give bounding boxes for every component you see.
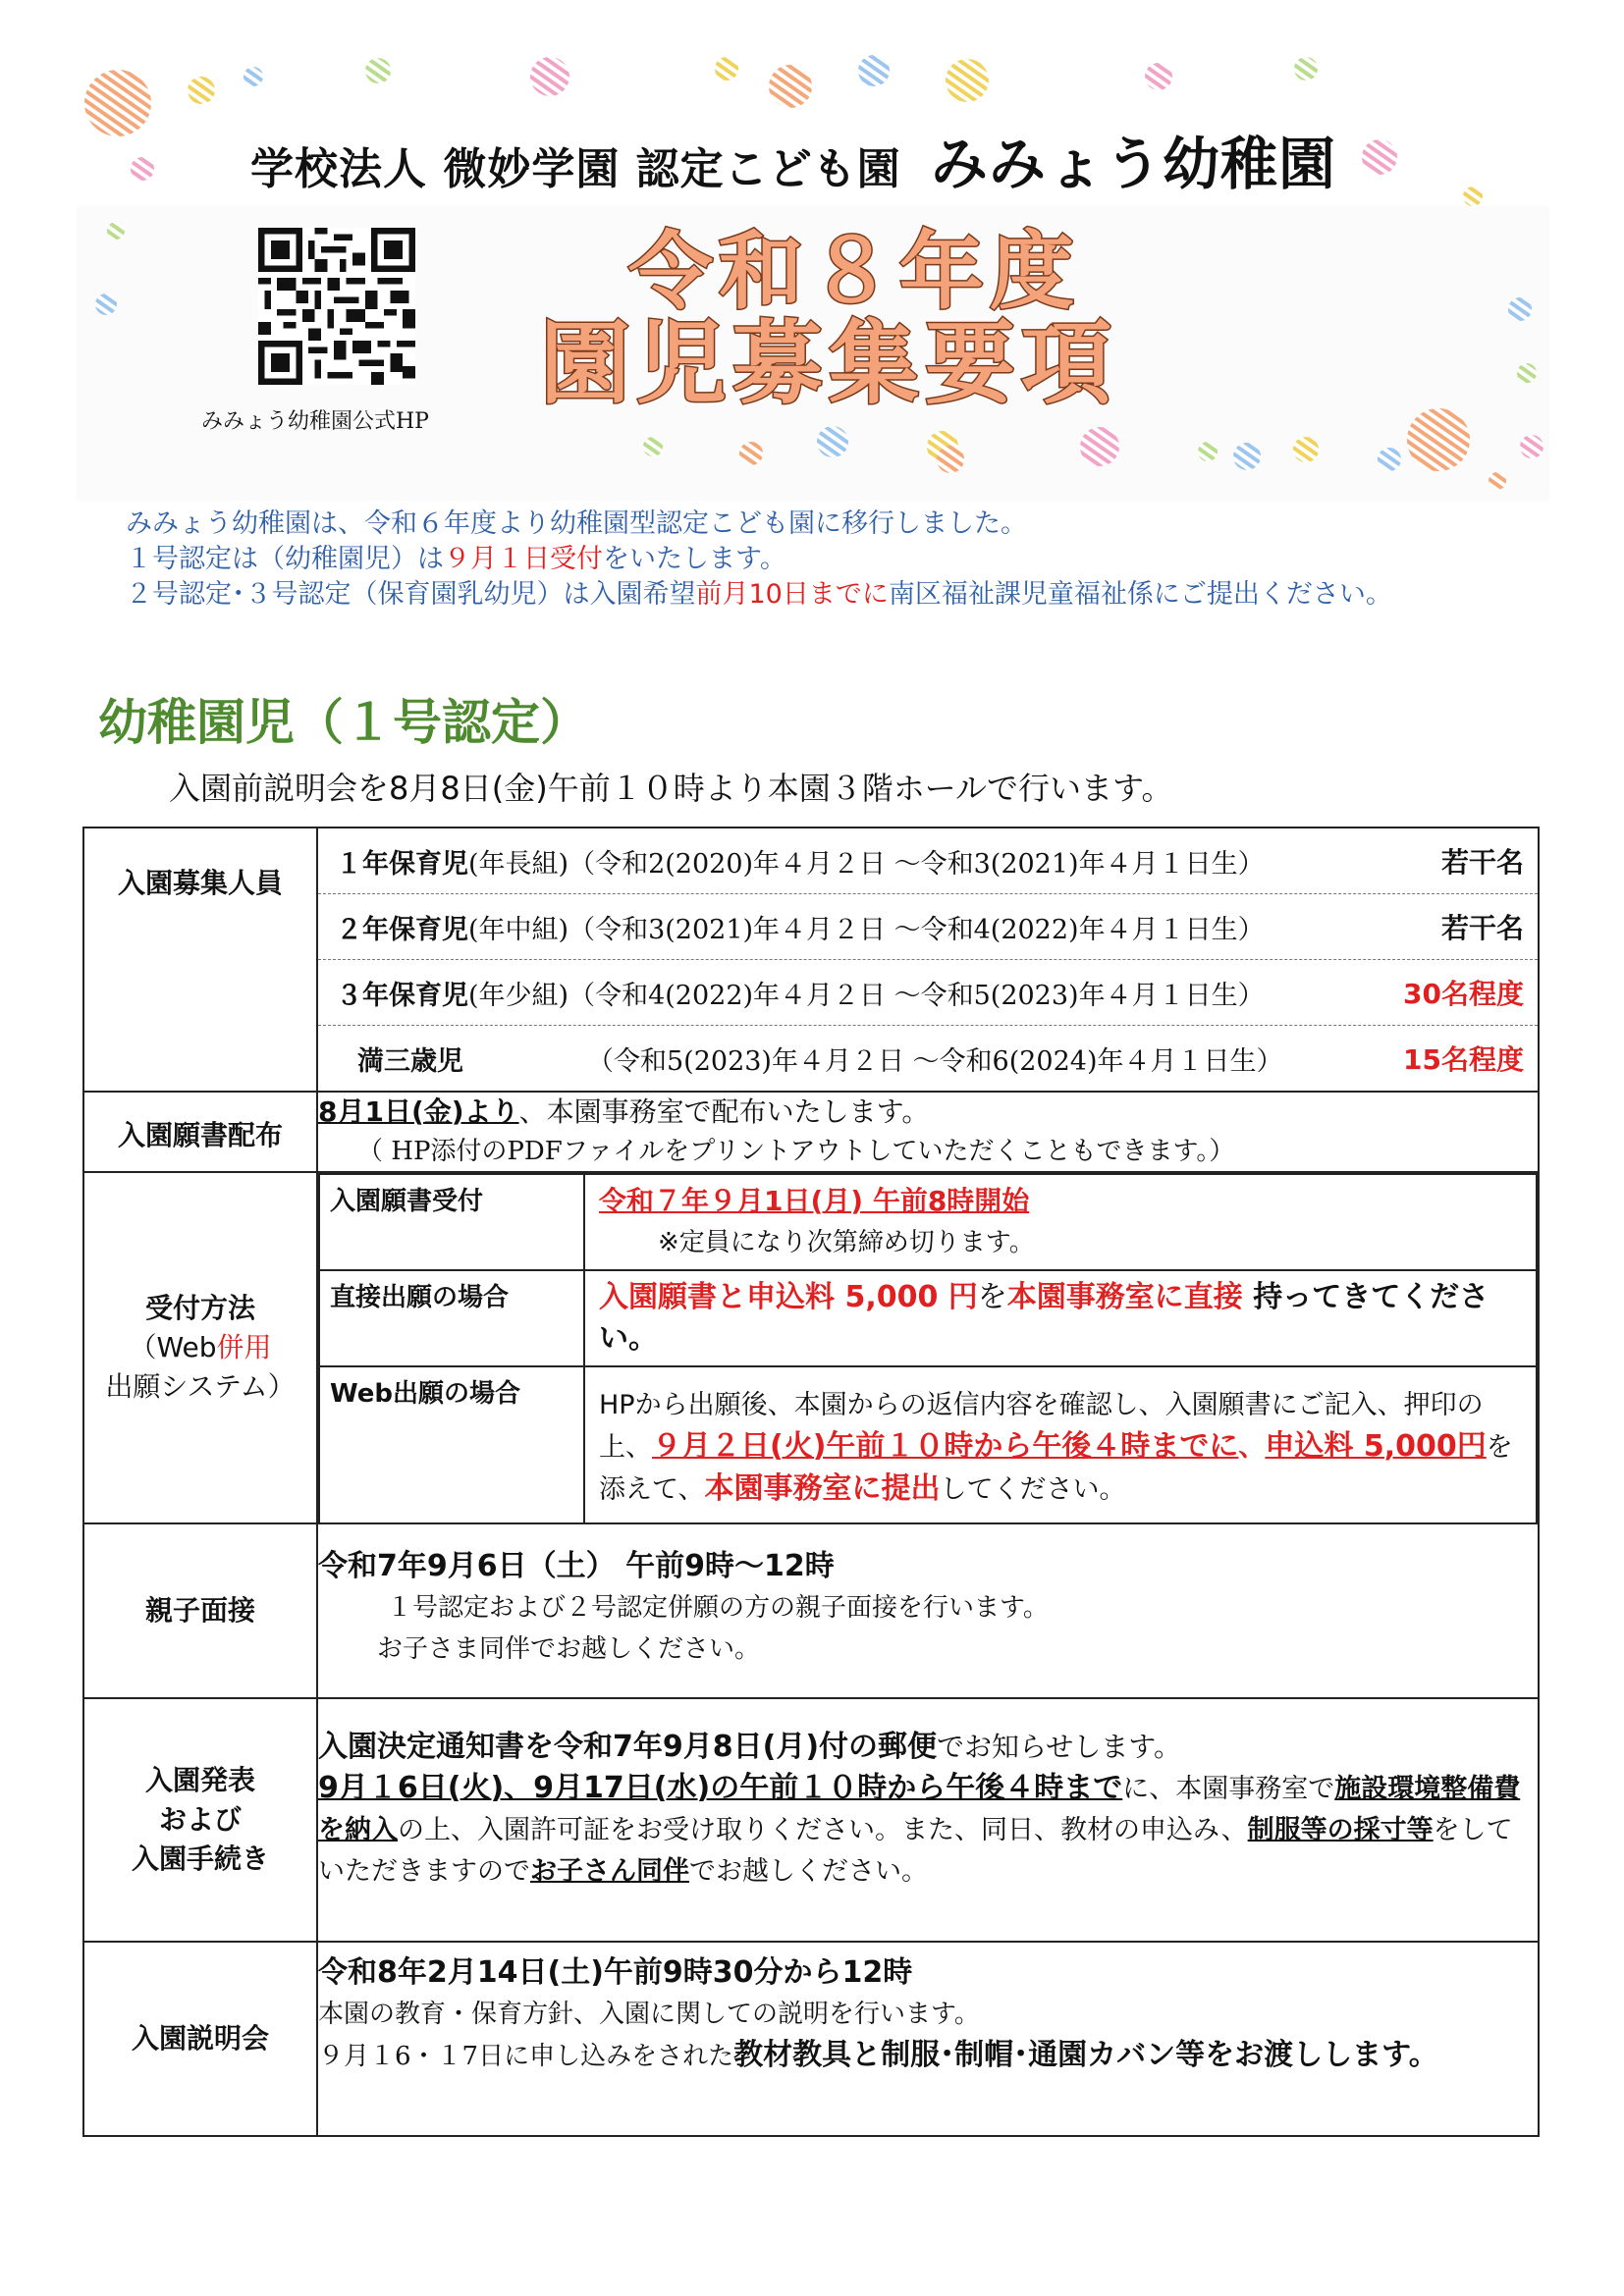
announcement-label-1: 入園発表 bbox=[144, 1764, 255, 1796]
recruit-count: 若干名 bbox=[1440, 846, 1524, 879]
reception-label-1: 受付方法 bbox=[144, 1292, 255, 1324]
reception-inner-table bbox=[318, 1173, 1538, 1522]
distribution-note: （ HP添付のPDFファイルをプリントアウトしていただくこともできます。） bbox=[357, 1137, 1235, 1166]
recruit-name: ３年保育児 bbox=[336, 980, 468, 1011]
accept-value-cell bbox=[584, 1174, 1537, 1270]
intro-line-3-red: 前月10日までに bbox=[695, 579, 889, 610]
direct-key: 直接出願の場合 bbox=[319, 1270, 584, 1366]
recruit-dates: （令和4(2022)年４月２日 ～令和5(2023)年４月１日生） bbox=[568, 980, 1265, 1011]
announcement-p2-a: に、本園事務室で bbox=[1122, 1774, 1335, 1804]
announcement-label-3: 入園手続き bbox=[131, 1842, 269, 1875]
intro-line-2 bbox=[126, 542, 1392, 577]
school-line: 学校法人 微妙学園 認定こども園 bbox=[250, 144, 901, 194]
recruit-name: １年保育児 bbox=[336, 848, 468, 880]
recruit-row bbox=[318, 1026, 1538, 1091]
announcement-p2-b: の上、入園許可証をお受け取りください。また、同日、教材の申込み、 bbox=[398, 1815, 1248, 1845]
direct-red-1: 入園願書と申込料 5,000 円 bbox=[599, 1280, 978, 1314]
title-line-1: 令和８年度 bbox=[628, 223, 1080, 321]
school-header bbox=[250, 118, 1336, 200]
recruitment-table bbox=[82, 827, 1540, 2137]
qr-code-icon[interactable] bbox=[258, 228, 415, 385]
announcement-p2-bold: 9月１6日(火)、9月17日(水)の午前１０時から午後４時まで bbox=[318, 1771, 1123, 1805]
web-text-3: してください。 bbox=[940, 1474, 1126, 1505]
school-name: みみょう幼稚園 bbox=[930, 131, 1336, 197]
announcement-p2-c: をしていただきますので bbox=[318, 1815, 1513, 1887]
direct-end: 持ってきてください。 bbox=[599, 1280, 1489, 1356]
intro-line-3-b: 南区福祉課児童福祉係にご提出ください。 bbox=[888, 579, 1392, 610]
recruit-group: (年長組) bbox=[468, 848, 569, 880]
intro-line-2-b: をいたします。 bbox=[603, 544, 786, 574]
label-recruit: 入園募集人員 bbox=[83, 828, 317, 1092]
intro-line-1: みみょう幼稚園は、令和６年度より幼稚園型認定こども園に移行しました。 bbox=[126, 508, 1027, 539]
direct-mid: を bbox=[977, 1280, 1007, 1314]
accept-key: 入園願書受付 bbox=[319, 1174, 584, 1270]
intro-line-3-a: ２号認定･３号認定（保育園乳幼児）は入園希望 bbox=[126, 579, 696, 610]
announcement-p2-d: でお越しください。 bbox=[689, 1856, 928, 1887]
reception-label-2: （Web bbox=[129, 1331, 217, 1363]
web-red-3: 本園事務室に提出 bbox=[704, 1471, 941, 1506]
label-announcement bbox=[83, 1698, 317, 1942]
briefing-line-2-bold: 教材教具と制服･制帽･通園カバン等をお渡しします。 bbox=[733, 2038, 1438, 2072]
row-announcement bbox=[83, 1698, 1539, 1942]
recruit-group: (年中組) bbox=[468, 914, 569, 945]
announcement-p2-bold-4: お子さん同伴 bbox=[530, 1856, 689, 1887]
direct-value-cell bbox=[584, 1270, 1537, 1366]
web-red-1: ９月２日(火)午前１０時から午後４時までに bbox=[652, 1429, 1239, 1464]
recruit-dates: （令和2(2020)年４月２日 ～令和3(2021)年４月１日生） bbox=[568, 848, 1265, 880]
section-title: 幼稚園児（１号認定） bbox=[98, 694, 589, 751]
interview-line-2: お子さま同伴でお越しください。 bbox=[377, 1634, 761, 1664]
label-interview: 親子面接 bbox=[83, 1523, 317, 1698]
label-briefing: 入園説明会 bbox=[83, 1942, 317, 2136]
row-recruit bbox=[83, 828, 1539, 1092]
web-sep: 、 bbox=[1238, 1432, 1266, 1463]
intro-line-2-a: １号認定は（幼稚園児）は bbox=[126, 544, 444, 574]
recruitment-title bbox=[511, 214, 1257, 410]
reception-cell bbox=[317, 1172, 1539, 1523]
recruit-cell bbox=[317, 828, 1539, 1092]
recruit-count: 15名程度 bbox=[1403, 1043, 1524, 1076]
row-interview bbox=[83, 1523, 1539, 1698]
recruit-row bbox=[318, 960, 1538, 1026]
label-distribution: 入園願書配布 bbox=[83, 1092, 317, 1172]
intro-text bbox=[126, 507, 1392, 613]
recruit-group: (年少組) bbox=[468, 980, 569, 1011]
intro-line-2-red: ９月１日受付 bbox=[444, 544, 603, 574]
accept-note: ※定員になり次第締め切ります。 bbox=[658, 1228, 1035, 1257]
recruit-dates: （令和5(2023)年４月２日 ～令和6(2024)年４月１日生） bbox=[587, 1045, 1283, 1077]
web-text-2: を添えて、 bbox=[599, 1432, 1513, 1505]
recruit-count: 若干名 bbox=[1440, 912, 1524, 944]
announcement-p2-bold-2: 施設環境整備費を納入 bbox=[318, 1774, 1521, 1845]
briefing-lead: 入園前説明会を8月8日(金)午前１０時より本園３階ホールで行います。 bbox=[169, 770, 1173, 807]
web-red-2: 申込料 5,000円 bbox=[1265, 1429, 1487, 1464]
recruit-name: 満三歳児 bbox=[357, 1045, 463, 1077]
interview-date: 令和7年9月6日（土） 午前9時～12時 bbox=[318, 1549, 835, 1583]
reception-label-2-red: 併用 bbox=[216, 1331, 272, 1363]
briefing-line-1: 本園の教育・保育方針、入園に関しての説明を行います。 bbox=[318, 2000, 980, 2029]
announcement-p1-bold: 入園決定通知書を令和7年9月8日(月)付の郵便 bbox=[318, 1730, 938, 1764]
reception-label-3: 出願システム） bbox=[105, 1370, 296, 1403]
announcement-p2-bold-3: 制服等の採寸等 bbox=[1247, 1815, 1434, 1845]
distribution-date: 8月1日(金)より bbox=[318, 1095, 519, 1128]
recruit-name: ２年保育児 bbox=[336, 914, 468, 945]
row-reception bbox=[83, 1172, 1539, 1523]
interview-line-1: １号認定および２号認定併願の方の親子面接を行います。 bbox=[387, 1593, 1049, 1623]
title-line-2: 園児募集要項 bbox=[540, 311, 1118, 410]
accept-value: 令和７年９月1日(月) 午前8時開始 bbox=[599, 1185, 1030, 1217]
announcement-cell bbox=[317, 1698, 1539, 1942]
distribution-cell bbox=[317, 1092, 1539, 1172]
web-text-1: HPから出願後、本園からの返信内容を確認し、入園願書にご記入、押印の上、 bbox=[599, 1390, 1484, 1463]
label-reception bbox=[83, 1172, 317, 1523]
announcement-label-2: および bbox=[158, 1803, 242, 1836]
recruit-dates: （令和3(2021)年４月２日 ～令和4(2022)年４月１日生） bbox=[568, 914, 1265, 945]
intro-line-3 bbox=[126, 577, 1392, 613]
row-distribution bbox=[83, 1092, 1539, 1172]
web-value-cell bbox=[584, 1366, 1537, 1522]
interview-cell bbox=[317, 1523, 1539, 1698]
row-briefing bbox=[83, 1942, 1539, 2136]
recruit-row bbox=[318, 894, 1538, 960]
briefing-cell bbox=[317, 1942, 1539, 2136]
qr-caption: みみょう幼稚園公式HP bbox=[201, 409, 429, 434]
recruit-count: 30名程度 bbox=[1403, 978, 1524, 1010]
distribution-text: 、本園事務室で配布いたします。 bbox=[518, 1095, 930, 1128]
web-key: Web出願の場合 bbox=[319, 1366, 584, 1522]
recruit-row bbox=[318, 828, 1538, 894]
direct-red-2: 本園事務室に直接 bbox=[1006, 1280, 1243, 1314]
briefing-line-2-a: ９月１6・１7日に申し込みをされた bbox=[318, 2042, 734, 2071]
announcement-p1-rest: でお知らせします。 bbox=[937, 1731, 1181, 1763]
briefing-date: 令和8年2月14日(土)午前9時30分から12時 bbox=[318, 1955, 913, 1990]
